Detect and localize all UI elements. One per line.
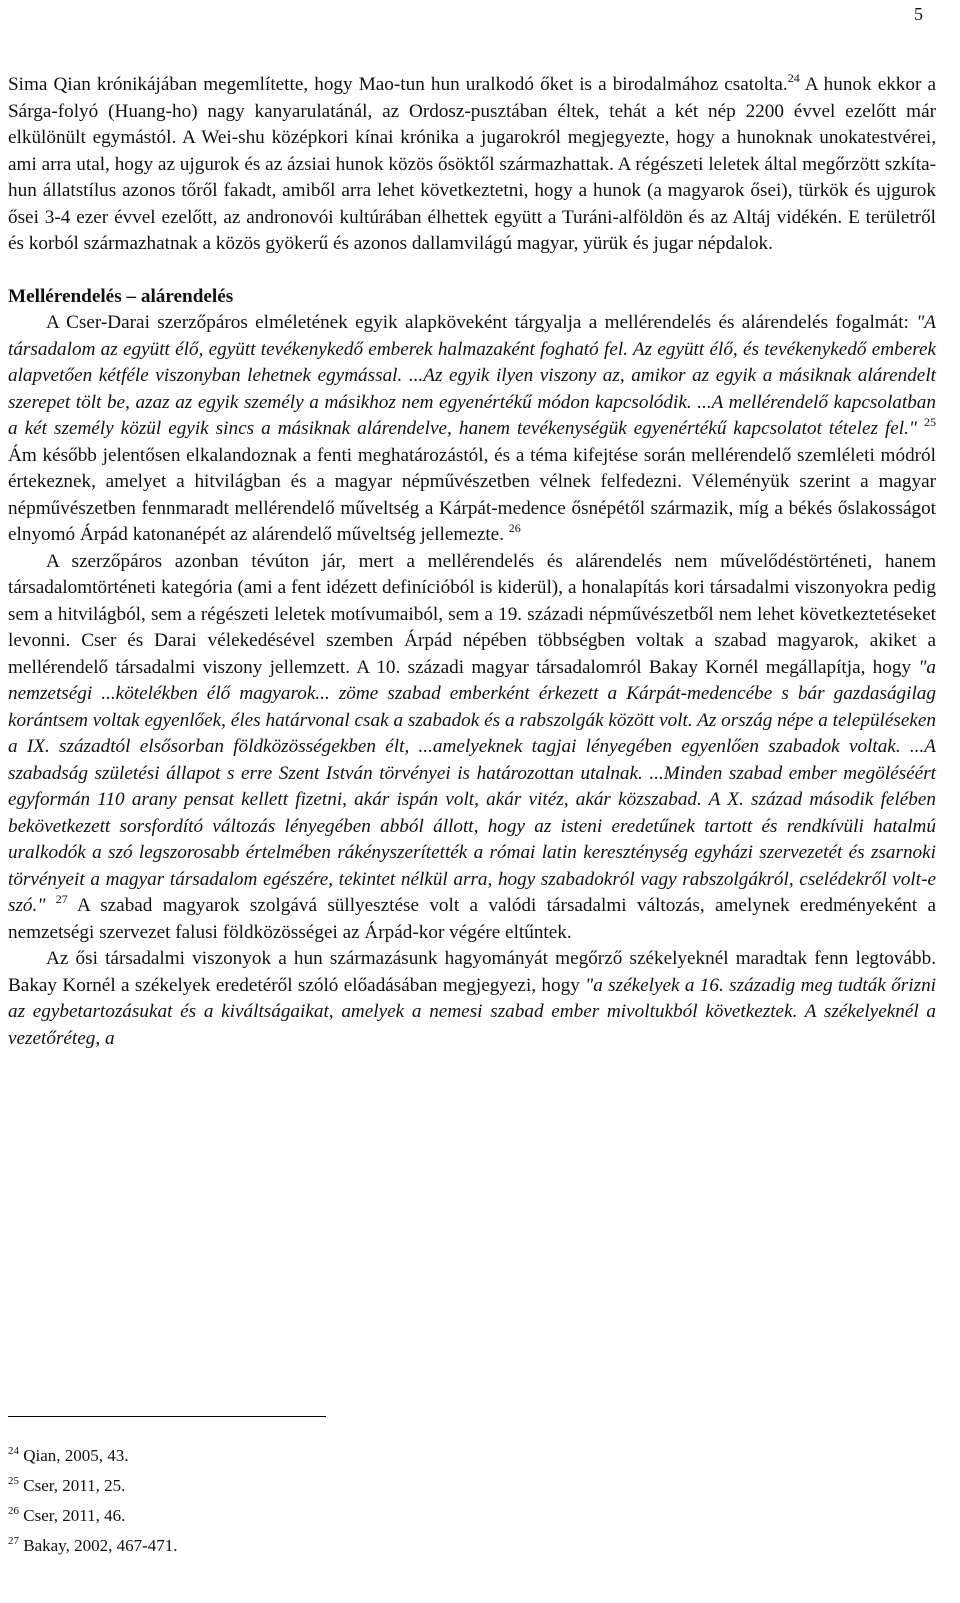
paragraph-definition xyxy=(8,310,936,549)
footnote-text: Bakay, 2002, 467-471. xyxy=(23,1536,178,1555)
footnote xyxy=(8,1471,178,1501)
paragraph-text: Az ősi társadalmi viszonyok a hun származásunk hagyományát megőrző székelyeknél maradtak fenn legtovább. Bakay Kornél a székelyek eredetéről szóló előadásában megjegyezi, hogy xyxy=(8,948,936,996)
footnote xyxy=(8,1441,178,1471)
footnote-number: 25 xyxy=(8,1475,19,1487)
footnote-ref-27: 27 xyxy=(55,892,68,906)
quotation: "A társadalom az együtt élő, együtt tevékenykedő emberek halmazaként fogható fel. Az együtt élő, és tevékenykedő emberek alapvetően kétféle viszonyban lehetnek egymással. ...Az egyik ilyen viszony az, amikor az egyik a másiknak alárendelt szerepet tölt be, azaz az egyik személy a másikhoz nem egyenértékű módon kapcsolódik. ...A mellérendelő kapcsolatban a két személy közül egyik sincs a másiknak alárendelve, hanem tevékenységük egyenértékű kapcsolatot tételez fel." xyxy=(8,312,936,439)
footnote-divider xyxy=(8,1416,326,1417)
footnote-number: 27 xyxy=(8,1535,19,1547)
footnote-ref-24: 24 xyxy=(787,71,800,85)
paragraph-text: A hunok ekkor a Sárga-folyó (Huang-ho) nagy kanyarulatánál, az Ordosz-pusztában éltek, tehát a két nép 2200 évvel ezelőtt már elkülönült egymástól. A Wei-shu középkori kínai krónika a jugarokról megjegyezte, hogy a hunoknak unokatestvérei, ami arra utal, hogy az ujgurok és az ázsiai hunok közös ősöktől származhattak. A régészeti leletek által megőrzött szkíta-hun állatstílus azonos tőről fakadt, amiből arra lehet következtetni, hogy a hunok (a magyarok ősei), türkök és ujgurok ősei 3-4 ezer évvel ezelőtt, az andronovói kultúrában élhettek együtt a Turáni-alföldön és az Altáj vidékén. E területről és korból származhatnak a közös gyökerű és azonos dallamvilágú magyar, yürük és jugar népdalok. xyxy=(8,74,936,254)
footnote xyxy=(8,1531,178,1561)
page-number: 5 xyxy=(914,4,923,24)
footnote-text: Qian, 2005, 43. xyxy=(23,1446,129,1465)
paragraph-text: A szabad magyarok szolgává süllyesztése volt a valódi társadalmi változás, amelynek eredményeként a nemzetségi szervezet falusi földközösségei az Árpád-kor végére eltűntek. xyxy=(8,895,937,943)
paragraph-critique xyxy=(8,549,936,947)
paragraph-origins xyxy=(8,72,936,258)
paragraph-text: Sima Qian krónikájában megemlítette, hogy Mao-tun hun uralkodó őket is a birodalmához csatolta. xyxy=(8,74,788,95)
footnotes xyxy=(8,1441,178,1561)
quotation: "a székelyek a 16. századig meg tudták őrizni az egybetartozásukat és a kiváltságaikat, amelyek a nemesi szabad ember mivoltukból következtek. A székelyeknél a vezetőréteg, a xyxy=(8,974,936,1049)
quotation: "a nemzetségi ...kötelékben élő magyarok... zöme szabad emberként érkezett a Kárpát-medencébe s bár gazdaságilag korántsem voltak egyenlőek, éles határvonal csak a szabadok és a rabszolgák között volt. Az ország népe a településeken a IX. századtól elsősorban földközösségekben élt, ...amelyeknek tagjai lényegében egyenlően szabadok voltak. ...A szabadság születési állapot s erre Szent István törvényei is határozottan utalnak. ...Minden szabad ember megöléséért egyformán 110 arany pensat kellett fizetni, akár ispán volt, akár vitéz, akár közszabad. A X. század második felében bekövetkezett sorsfordító változás lényegében abból állott, hogy az isteni eredetűnek tartott és rendkívüli hatalmú uralkodók a szó legszorosabb értelmében rákényszerítették a római latin kereszténység egyházi szervezetét és zsarnoki törvényeit a magyar társadalom egészére, tekintet nélkül arra, hogy szabadokról vagy rabszolgákról, cselédekről volt-e szó." xyxy=(8,656,936,916)
footnote xyxy=(8,1501,178,1531)
footnote-text: Cser, 2011, 25. xyxy=(23,1476,126,1495)
footnote-text: Cser, 2011, 46. xyxy=(23,1506,126,1525)
paragraph-text: A Cser-Darai szerzőpáros elméletének egyik alapköveként tárgyalja a mellérendelés és alárendelés fogalmát: xyxy=(46,312,917,333)
body-text xyxy=(8,72,936,1052)
footnote-number: 26 xyxy=(8,1505,19,1517)
section-heading: Mellérendelés – alárendelés xyxy=(8,285,234,307)
footnote-number: 24 xyxy=(8,1445,19,1457)
footnote-ref-26: 26 xyxy=(508,521,521,535)
paragraph-text: A szerzőpáros azonban tévúton jár, mert a mellérendelés és alárendelés nem művelődéstörténeti, hanem társadalomtörténeti kategória (ami a fent idézett definícióból is kiderül), a honalapítás kori társadalmi viszonyokra pedig sem a hitvilágból, sem a régészeti leletek motívumaiból, sem a 19. századi népművészetből nem lehet következtetéseket levonni. Cser és Darai vélekedésével szemben Árpád népében többségben voltak a szabad magyarok, akiket a mellérendelő társadalmi viszony jellemzett. A 10. századi magyar társadalomról Bakay Kornél megállapítja, hogy xyxy=(8,550,936,678)
paragraph-szekely xyxy=(8,946,936,1052)
paragraph-text: Ám később jelentősen elkalandoznak a fenti meghatározástól, és a téma kifejtése során mellérendelő szemléleti módról értekeznek, amelyet a hitvilágban és a magyar népművészetben vélnek felfedezni. Véleményük szerint a magyar népművészetben fennmaradt mellérendelő műveltség a Kárpát-medence ősnépétől származik, míg a békés őslakosságot elnyomó Árpád katonanépét az alárendelő műveltség jellemezte. xyxy=(8,444,936,545)
footnote-ref-25: 25 xyxy=(924,415,937,429)
